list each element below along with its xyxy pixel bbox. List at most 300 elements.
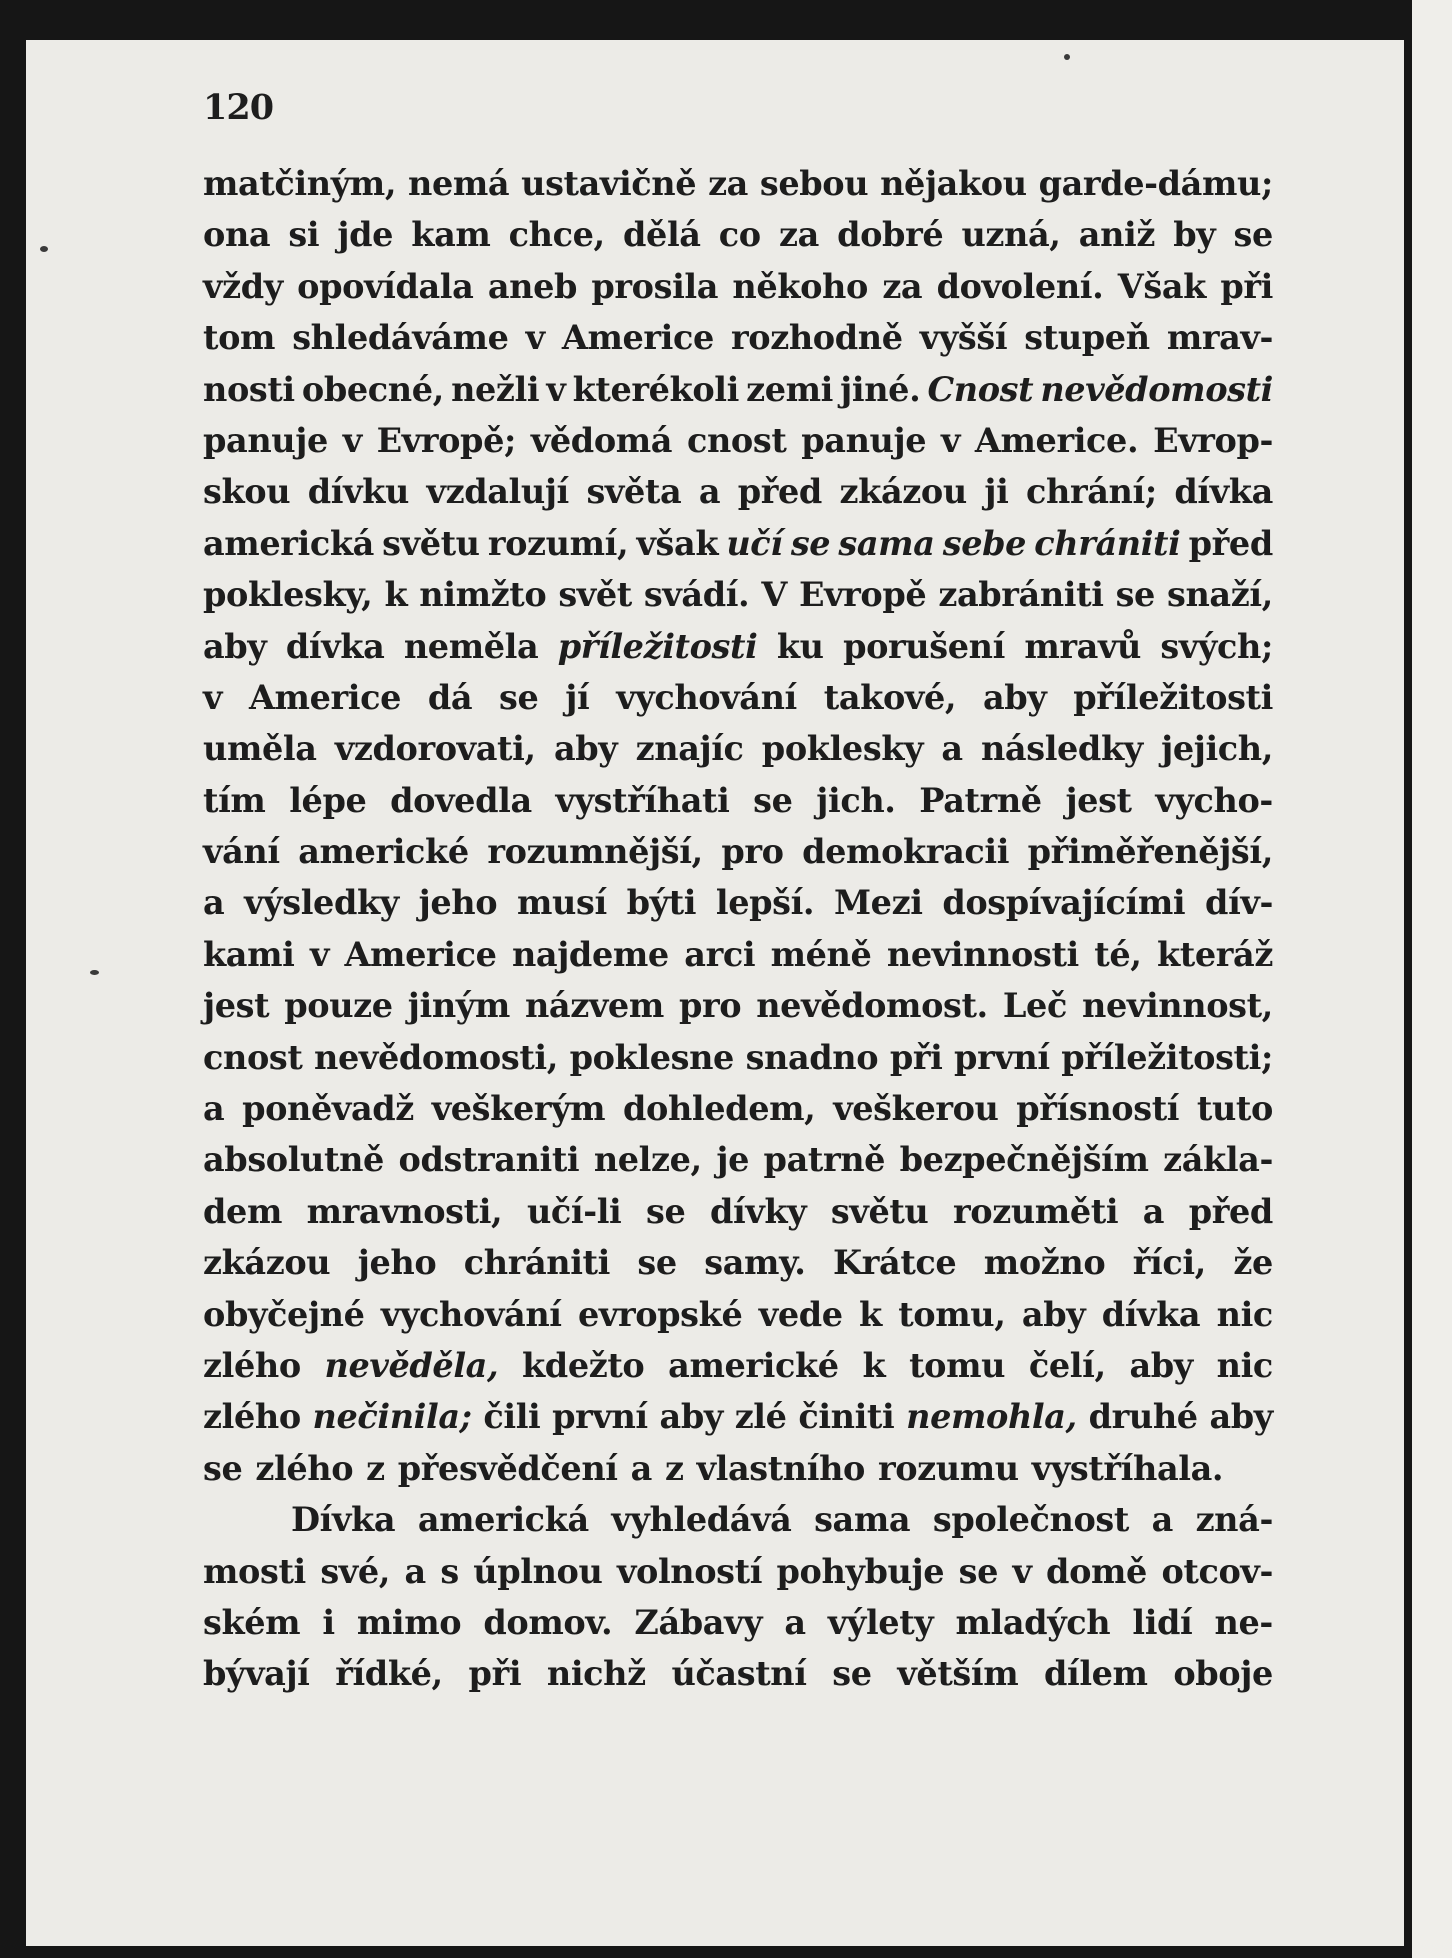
word: aby [1021, 1294, 1086, 1334]
word: ku [776, 626, 824, 666]
word: volností [616, 1551, 763, 1591]
word: v [525, 318, 545, 358]
word: světu [382, 523, 480, 563]
word: Mezi [834, 883, 923, 923]
word: první [954, 1037, 1050, 1077]
text-line [203, 364, 1273, 415]
word: dohledem, [623, 1089, 816, 1129]
word: tomu, [898, 1294, 1006, 1334]
word: vychování [616, 677, 797, 717]
text-line [203, 158, 1273, 209]
ink-speck [40, 246, 48, 252]
word: názvem [524, 986, 664, 1026]
word: větším [897, 1654, 1019, 1694]
word: poněvadž [242, 1089, 414, 1129]
text-line [203, 672, 1273, 723]
word: dívka [1101, 1294, 1201, 1334]
word: americká [203, 523, 374, 563]
text-line [203, 1186, 1273, 1237]
word: jest [1065, 780, 1132, 820]
word: při [1220, 266, 1273, 306]
word: čili [483, 1397, 541, 1437]
word: následky [980, 729, 1143, 769]
word: otcov- [1161, 1551, 1273, 1591]
word: a [203, 883, 225, 923]
word: vzdorovati, [334, 729, 536, 769]
word: dem [203, 1191, 282, 1231]
word: dívka [285, 626, 385, 666]
italic-word: učí [726, 523, 783, 563]
word: dá [427, 677, 473, 717]
word: ustavičně [521, 164, 697, 203]
word: jiné. [840, 369, 921, 409]
word: vychování [380, 1294, 562, 1334]
word: i [322, 1602, 335, 1642]
text-line [203, 1648, 1273, 1699]
word: mimo [356, 1602, 462, 1642]
word: že [1233, 1243, 1273, 1283]
word: jiným [407, 986, 510, 1026]
word: sebou [759, 164, 869, 203]
word: se [1233, 215, 1273, 255]
word: vyhledává [611, 1500, 792, 1540]
word: cnost [203, 1037, 303, 1077]
word: americké [668, 1345, 839, 1385]
text-line [203, 1083, 1273, 1134]
word: nevědomost. [756, 986, 988, 1026]
word: Leč [1002, 986, 1067, 1026]
word: Evropě; [376, 420, 516, 460]
word: chce, [508, 215, 605, 255]
word: mrav- [1166, 318, 1273, 358]
italic-word: sebe [942, 523, 1027, 563]
word: tomu [909, 1345, 1006, 1385]
word: mravů [1024, 626, 1141, 666]
word: býti [626, 883, 697, 923]
word: vystříhala. [1031, 1448, 1224, 1488]
text-line [203, 980, 1273, 1031]
word: v [342, 420, 362, 460]
word: k [862, 1345, 886, 1385]
word: tím [203, 780, 266, 820]
word: jeho [418, 883, 498, 923]
text-line [203, 1134, 1273, 1185]
text-line [203, 1546, 1273, 1597]
word: druhé [1088, 1397, 1198, 1437]
word: lidí [1132, 1602, 1193, 1642]
word: ji [984, 472, 1009, 512]
word: k [384, 575, 408, 615]
word: Americe. [974, 420, 1139, 460]
word: aneb [487, 266, 578, 306]
word: zemi [746, 369, 834, 409]
word: jí [565, 677, 590, 717]
word: nežli [451, 369, 540, 409]
word: Krátce [833, 1243, 957, 1283]
italic-word: nemohla, [906, 1397, 1077, 1437]
word: v [940, 420, 961, 460]
word: tom [203, 318, 276, 358]
word: první [552, 1397, 648, 1437]
word: dívky [710, 1191, 807, 1231]
word: najdeme [511, 934, 669, 974]
word: přesvědčení [397, 1448, 618, 1488]
word: znajíc [635, 729, 744, 769]
word: dívku [307, 472, 409, 512]
word: světu [830, 1191, 929, 1231]
word: v [309, 934, 330, 974]
word: činiti [798, 1397, 895, 1437]
body-text [203, 158, 1273, 1700]
word: a [1151, 1500, 1173, 1540]
word: svádí. [643, 575, 750, 615]
word: Však [1117, 266, 1206, 306]
word: V [761, 575, 787, 615]
word: nevědomosti, [314, 1037, 558, 1077]
word: jeho [357, 1243, 437, 1283]
word: zákla- [1163, 1140, 1273, 1180]
word: účastní [671, 1654, 807, 1694]
word: říci, [1132, 1243, 1206, 1283]
word: pouze [284, 986, 393, 1026]
word: jich. [816, 780, 896, 820]
word: snadno [745, 1037, 879, 1077]
word: evropské [577, 1294, 743, 1334]
word: nějakou [880, 164, 1027, 203]
word: domov. [483, 1602, 613, 1642]
text-line [203, 415, 1273, 466]
word: jde [337, 215, 394, 255]
word: mravnosti, [306, 1191, 503, 1231]
word: porušení [843, 626, 1005, 666]
word: za [778, 215, 819, 255]
word: nichž [546, 1654, 646, 1694]
word: vlastního [696, 1448, 865, 1488]
text-line [203, 877, 1273, 928]
word: a [404, 1551, 426, 1591]
word: zkázou [839, 472, 967, 512]
word: se [203, 1448, 243, 1488]
word: při [468, 1654, 522, 1694]
text-line [203, 466, 1273, 517]
word: a [203, 1089, 225, 1129]
word: rozumu [877, 1448, 1019, 1488]
word: opovídala [297, 266, 474, 306]
word: pro [678, 986, 742, 1026]
word: řídké, [335, 1654, 443, 1694]
text-line [203, 1340, 1273, 1391]
word: však [636, 523, 719, 563]
word: dovolení. [936, 266, 1104, 306]
word: k [859, 1294, 882, 1334]
word: méně [770, 934, 872, 974]
word: si [288, 215, 320, 255]
word: poklesky [761, 729, 924, 769]
word: shledáváme [292, 318, 509, 358]
word: Americe [344, 934, 497, 974]
word: by [1173, 215, 1216, 255]
word: jest [203, 986, 270, 1026]
word: sama [814, 1500, 911, 1540]
word: rozuměti [953, 1191, 1119, 1231]
word: zlého [203, 1345, 301, 1385]
word: ne- [1214, 1602, 1273, 1642]
ink-speck [90, 970, 99, 975]
word: rozhodně [731, 318, 903, 358]
word: americká [417, 1500, 589, 1540]
word: dobré [837, 215, 944, 255]
word: domě [1046, 1551, 1147, 1591]
word: demokracii [802, 832, 1010, 872]
word: své, [320, 1551, 391, 1591]
word: uměla [203, 729, 317, 769]
word: vání [203, 832, 280, 872]
word: nosti [203, 369, 295, 409]
word: aby [1209, 1397, 1273, 1437]
word: tuto [1196, 1089, 1273, 1129]
word: přiměřenější, [1027, 832, 1273, 872]
word: svět [558, 575, 632, 615]
text-line [203, 1443, 1273, 1494]
ink-speck [1064, 54, 1070, 60]
text-line [203, 1237, 1273, 1288]
word: kam [411, 215, 491, 255]
word: a [784, 1602, 806, 1642]
word: vzdalují [426, 472, 569, 512]
word: světa [586, 472, 682, 512]
word: z [664, 1448, 684, 1488]
word: co [718, 215, 761, 255]
word: Evrop- [1153, 420, 1273, 460]
text-line [203, 518, 1273, 569]
word: aby [203, 626, 267, 666]
word: se [958, 1551, 998, 1591]
word: zlého [203, 1397, 301, 1437]
word: oboje [1173, 1654, 1273, 1694]
word: Dívka [291, 1500, 396, 1540]
text-line [203, 569, 1273, 620]
word: mladých [955, 1602, 1111, 1642]
italic-word: nečinila; [312, 1397, 472, 1437]
word: aby [1129, 1345, 1193, 1385]
word: výsledky [244, 883, 399, 923]
word: při [889, 1037, 943, 1077]
text-line [203, 723, 1273, 774]
word: zná- [1195, 1500, 1273, 1540]
word: zlé [734, 1397, 787, 1437]
word: mosti [203, 1551, 306, 1591]
word: rozumí, [487, 523, 629, 563]
word: panuje [203, 420, 328, 460]
word: veškerým [431, 1089, 606, 1129]
word: musí [516, 883, 607, 923]
word: vycho- [1155, 780, 1273, 820]
text-line [203, 1032, 1273, 1083]
word: nelze, [593, 1140, 702, 1180]
word: cnost [686, 420, 787, 460]
word: příležitosti; [1061, 1037, 1273, 1077]
word: jejich, [1161, 729, 1273, 769]
word: se [637, 1243, 677, 1283]
word: aby [659, 1397, 723, 1437]
text-line [203, 1597, 1273, 1648]
word: Evropě [798, 575, 927, 615]
word: nic [1216, 1345, 1273, 1385]
word: lepší. [715, 883, 815, 923]
word: takové, [823, 677, 957, 717]
word: chrániti [463, 1243, 610, 1283]
word: je [716, 1140, 749, 1180]
word: a [698, 472, 721, 512]
word: se [499, 677, 539, 717]
word: chrání; [1026, 472, 1157, 512]
text-line [203, 621, 1273, 672]
word: před [1188, 523, 1273, 563]
text-line [203, 826, 1273, 877]
text-line [203, 1289, 1273, 1340]
word: Patrně [919, 780, 1042, 820]
word: obyčejné [203, 1294, 365, 1334]
word: aniž [1078, 215, 1155, 255]
word: té, [1094, 934, 1142, 974]
text-line [203, 1494, 1273, 1545]
word: zlého [255, 1448, 354, 1488]
word: samy. [704, 1243, 806, 1283]
word: nevinnosti [886, 934, 1079, 974]
word: se [832, 1654, 872, 1694]
word: bezpečnějším [899, 1140, 1149, 1180]
word: matčiným, [203, 164, 397, 203]
italic-word: chrániti [1034, 523, 1181, 563]
word: nevinnost, [1082, 986, 1273, 1026]
word: panuje [801, 420, 927, 460]
word: stupeň [1024, 318, 1150, 358]
word: nemá [407, 164, 510, 203]
text-line [203, 312, 1273, 363]
word: možno [983, 1243, 1106, 1283]
text-line [203, 209, 1273, 260]
word: před [737, 472, 822, 512]
word: poklesky, [203, 575, 373, 615]
word: Americe [561, 318, 714, 358]
word: někoho [732, 266, 868, 306]
word: skou [203, 472, 291, 512]
word: pohybuje [776, 1551, 945, 1591]
word: poklesne [569, 1037, 734, 1077]
word: výlety [827, 1602, 934, 1642]
word: čelí, [1028, 1345, 1106, 1385]
italic-word: Cnost [927, 369, 1034, 409]
word: vždy [203, 266, 283, 306]
word: aby [553, 729, 618, 769]
word: nic [1216, 1294, 1273, 1334]
word: zkázou [203, 1243, 331, 1283]
word: veškerou [833, 1089, 999, 1129]
word: dílem [1043, 1654, 1148, 1694]
word: kterékoli [572, 369, 739, 409]
word: se [646, 1191, 686, 1231]
word: snaží, [1166, 575, 1273, 615]
word: a [630, 1448, 652, 1488]
word: kami [203, 934, 295, 974]
word: uzná, [961, 215, 1061, 255]
word: pro [721, 832, 784, 872]
word: se [1115, 575, 1155, 615]
word: s [440, 1551, 459, 1591]
word: neměla [403, 626, 539, 666]
word: Zábavy [634, 1602, 763, 1642]
word: za [708, 164, 748, 203]
word: ském [203, 1602, 301, 1642]
word: kdežto [521, 1345, 645, 1385]
word: se [753, 780, 793, 820]
word: dělá [623, 215, 701, 255]
word: vyšší [919, 318, 1008, 358]
word: nimžto [419, 575, 547, 615]
word: ona [203, 215, 271, 255]
word: vědomá [530, 420, 673, 460]
word: v [1012, 1551, 1032, 1591]
italic-word: nevědomosti [1040, 369, 1273, 409]
word: z [366, 1448, 385, 1488]
page-number: 120 [203, 87, 274, 128]
italic-word: příležitosti [557, 626, 758, 666]
word: dívka [1174, 472, 1273, 512]
word: prosila [591, 266, 719, 306]
word: americké [298, 832, 469, 872]
italic-word: nevěděla, [324, 1345, 499, 1385]
text-line [203, 1391, 1273, 1442]
word: absolutně [203, 1140, 384, 1180]
word: vede [758, 1294, 843, 1334]
word: zabrániti [938, 575, 1104, 615]
word: a [1142, 1191, 1165, 1231]
word: lépe [289, 780, 367, 820]
word: patrně [763, 1140, 886, 1180]
word: dospívajícími [942, 883, 1186, 923]
word: bývají [203, 1654, 310, 1694]
word: kteráž [1157, 934, 1273, 974]
word: přísností [1016, 1089, 1180, 1129]
italic-word: sama [838, 523, 935, 563]
word: a [941, 729, 963, 769]
word: v [546, 369, 566, 409]
word: vystříhati [555, 780, 730, 820]
word: obecné, [301, 369, 444, 409]
word: dovedla [390, 780, 532, 820]
word: příležitosti [1073, 677, 1273, 717]
word: za [882, 266, 923, 306]
word: úplnou [473, 1551, 603, 1591]
text-line [203, 775, 1273, 826]
text-line [203, 929, 1273, 980]
word: aby [983, 677, 1047, 717]
text-line [203, 261, 1273, 312]
word: odstraniti [398, 1140, 580, 1180]
word: před [1188, 1191, 1273, 1231]
word: arci [684, 934, 756, 974]
word: společnost [932, 1500, 1129, 1540]
word: svých; [1160, 626, 1273, 666]
word: učí-li [526, 1191, 622, 1231]
word: Americe [248, 677, 401, 717]
word: garde-dámu; [1038, 164, 1273, 203]
adjacent-page-edge [1412, 0, 1452, 1958]
word: dív- [1205, 883, 1273, 923]
word: v [203, 677, 223, 717]
word: rozumnější, [487, 832, 703, 872]
italic-word: se [790, 523, 831, 563]
